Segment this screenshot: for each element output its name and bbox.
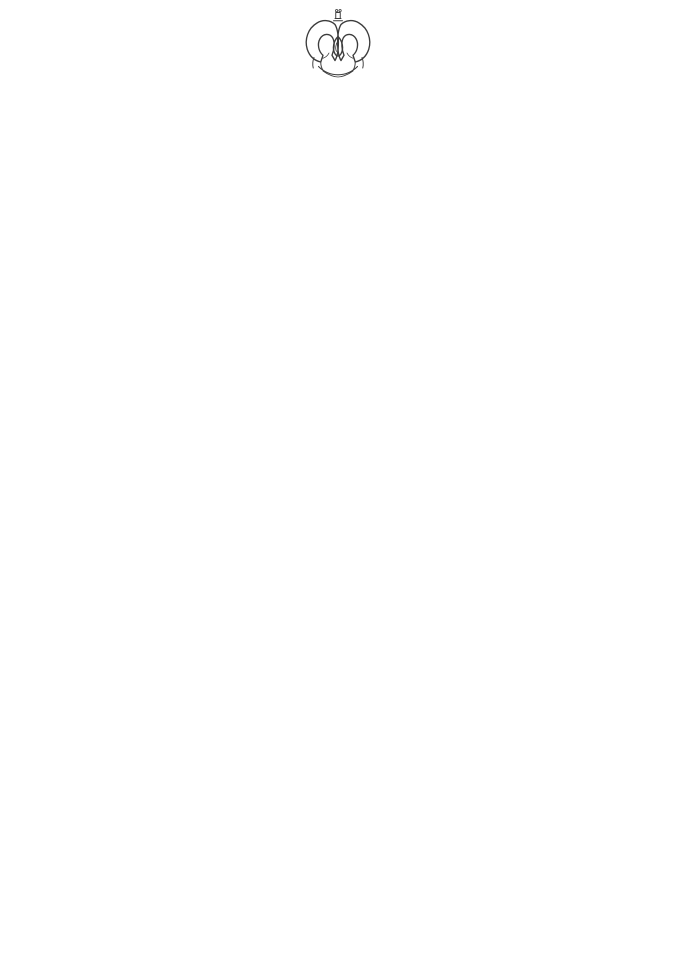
- kerala-state-emblem-icon: [300, 8, 376, 85]
- emblem-container: [0, 0, 675, 85]
- document-header: [0, 0, 675, 98]
